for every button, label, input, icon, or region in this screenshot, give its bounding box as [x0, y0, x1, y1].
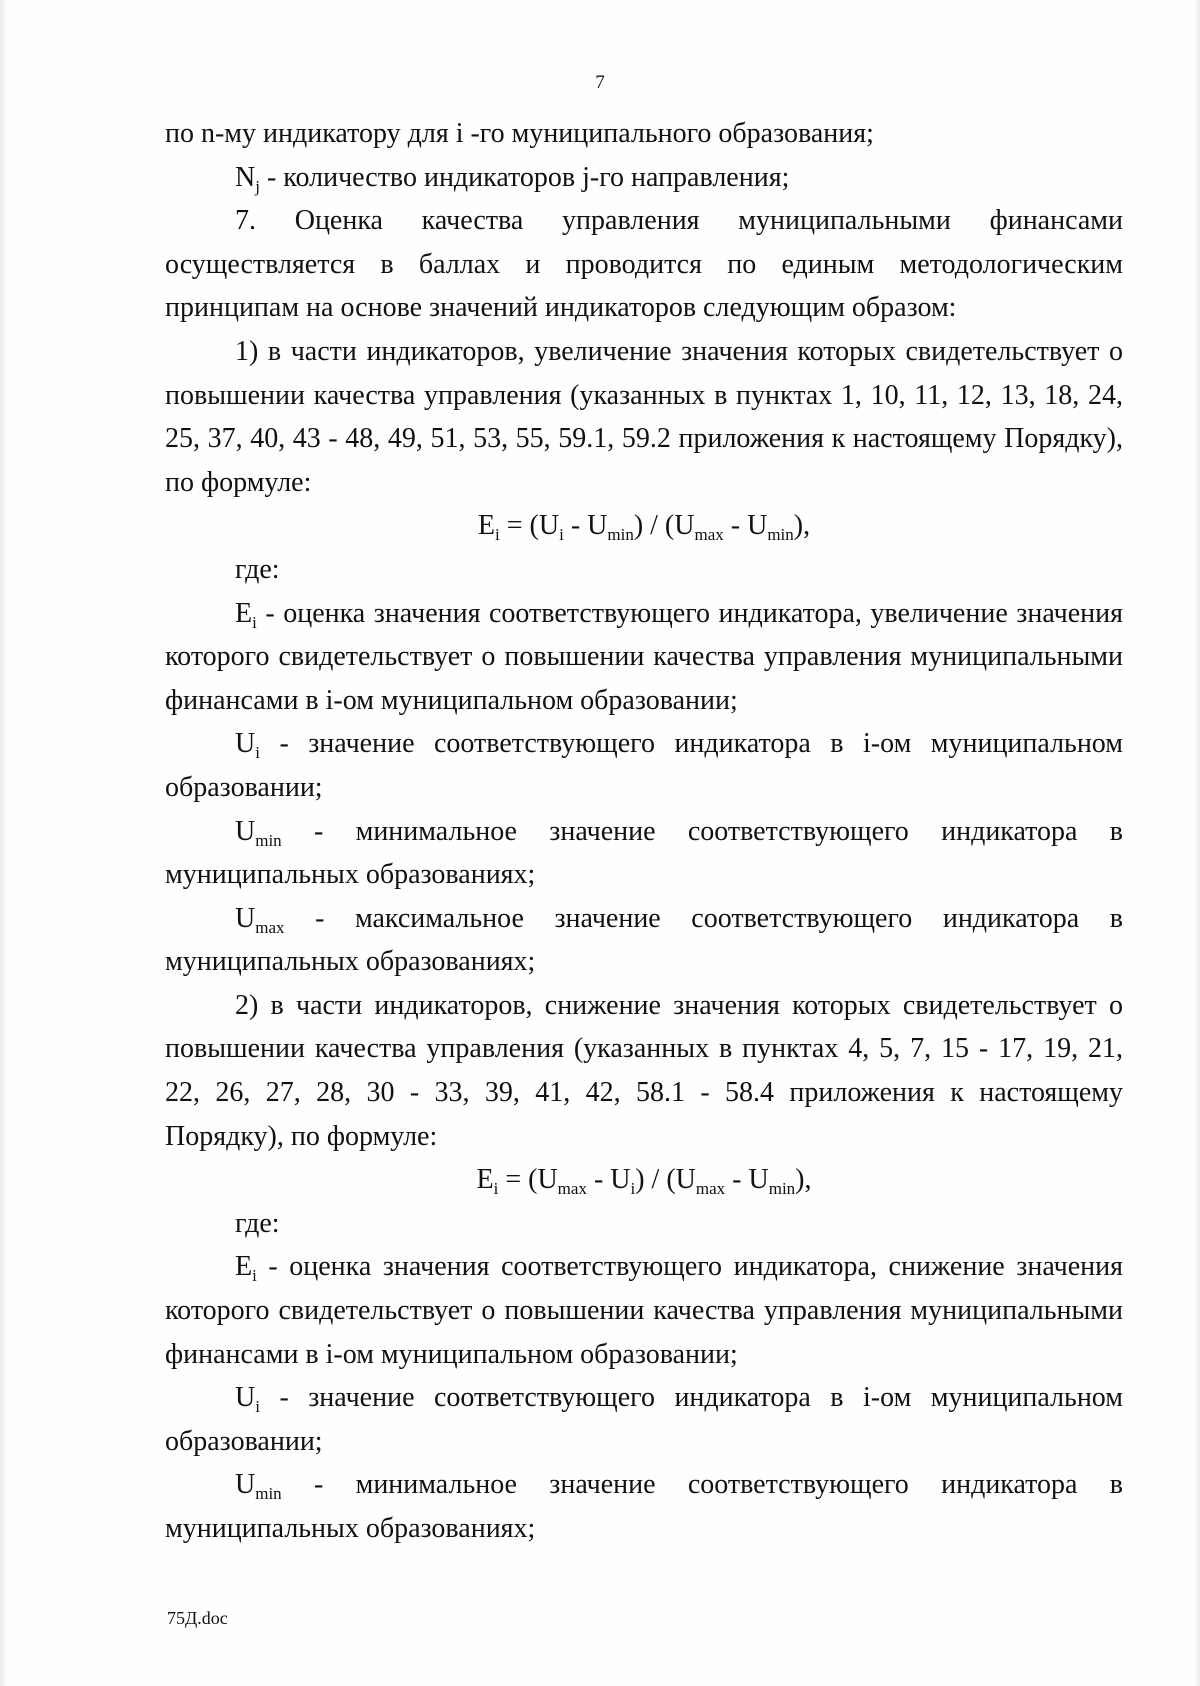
text-run: - значение соответствующего индикатора в i-ом муниципальном образовании;	[165, 1382, 1123, 1457]
text-run: - оценка значения соответствующего индикатора, снижение значения которого свидетельствует о повышении качества управления муниципальными финансами в i-ом муниципальном образовании;	[165, 1251, 1123, 1370]
paragraph-ui-definition-1	[165, 722, 1123, 809]
subscript: max	[255, 917, 285, 937]
text-run: U	[235, 1382, 256, 1414]
text-run: 1) в части индикаторов, увеличение значения которых свидетельствует о повышении качества управления (указанных в пунктах 1, 10, 11, 12, 13, 18, 24, 25, 37, 40, 43 - 48, 49, 51, 53, 55, 59.1, 59.2 приложения к настоящему Порядку), по формуле:	[165, 335, 1123, 498]
paragraph-umin-definition-2	[165, 1463, 1123, 1550]
subscript: i	[252, 612, 257, 632]
paragraph-subitem-1	[165, 330, 1123, 504]
subscript: j	[255, 176, 260, 196]
page-number: 7	[595, 72, 605, 93]
text-run: ) / (U	[633, 510, 695, 542]
text-run: ),	[795, 1164, 812, 1196]
text-run: N	[235, 161, 256, 193]
subscript: i	[559, 525, 564, 545]
subscript: i	[495, 525, 500, 545]
text-run: 7. Оценка качества управления муниципальными финансами осуществляется в баллах и проводится по единым методологическим принципам на основе значений индикаторов следующим образом:	[165, 205, 1123, 324]
subscript: min	[768, 1179, 796, 1199]
text-run: U	[235, 902, 256, 934]
text-run: где:	[235, 553, 280, 585]
text-run: - U	[563, 510, 608, 542]
text-run: - максимальное значение соответствующего индикатора в муниципальных образованиях;	[165, 902, 1123, 978]
subscript: min	[607, 525, 634, 545]
subscript: max	[557, 1179, 587, 1199]
paragraph-item-7	[165, 199, 1123, 330]
subscript: i	[630, 1179, 636, 1199]
subscript: min	[255, 830, 282, 850]
text-run: E	[235, 597, 253, 629]
scan-edge-right	[1194, 0, 1200, 1686]
formula-increase	[165, 504, 1123, 548]
subscript: i	[493, 1179, 499, 1199]
subscript: min	[255, 1484, 282, 1504]
subscript: max	[695, 1179, 726, 1199]
subscript: i	[255, 1397, 260, 1417]
paragraph-ui-definition-2	[165, 1376, 1123, 1463]
paragraph-continuation	[165, 112, 1123, 156]
text-run: U	[235, 728, 256, 760]
text-run: по n-му индикатору для i -го муниципального образования;	[165, 118, 874, 149]
scan-edge-left	[0, 0, 8, 1686]
text-run: = (U	[498, 1164, 558, 1196]
where-label-1	[165, 548, 1123, 592]
text-run: - U	[725, 1164, 769, 1196]
text-run: где:	[235, 1207, 280, 1239]
text-run: E	[235, 1251, 253, 1283]
paragraph-umax-definition	[165, 897, 1123, 984]
text-run: ) / (U	[635, 1164, 696, 1196]
text-run: U	[235, 815, 256, 847]
text-run: - минимальное значение соответствующего индикатора в муниципальных образованиях;	[165, 815, 1123, 891]
text-run: - оценка значения соответствующего индикатора, увеличение значения которого свидетельствует о повышении качества управления муниципальными финансами в i-ом муниципальном образовании;	[165, 597, 1123, 716]
paragraph-nj-definition	[165, 156, 1123, 200]
paragraph-umin-definition-1	[165, 810, 1123, 897]
where-label-2	[165, 1202, 1123, 1246]
paragraph-ei-increase-definition	[165, 592, 1123, 723]
text-run: U	[235, 1469, 256, 1501]
text-run: - количество индикаторов j-го направления;	[259, 161, 790, 193]
subscript: i	[252, 1266, 257, 1286]
text-run: E	[476, 1164, 494, 1196]
text-run: - значение соответствующего индикатора в i-ом муниципальном образовании;	[165, 728, 1123, 803]
text-run: ),	[793, 510, 811, 542]
text-run: E	[477, 510, 496, 542]
formula-decrease	[165, 1158, 1123, 1202]
paragraph-ei-decrease-definition	[165, 1245, 1123, 1376]
text-run: - минимальное значение соответствующего индикатора в муниципальных образованиях;	[165, 1469, 1123, 1544]
subscript: min	[767, 525, 794, 545]
subscript: max	[694, 525, 724, 545]
text-run: - U	[586, 1164, 631, 1196]
text-run: 2) в части индикаторов, снижение значения которых свидетельствует о повышении качества управления (указанных в пунктах 4, 5, 7, 15 - 17, 19, 21, 22, 26, 27, 28, 30 - 33, 39, 41, 42, 58.1 - 58.4 приложения к настоящему Порядку), по формуле:	[165, 989, 1123, 1152]
document-body	[165, 112, 1123, 1551]
footer-filename: 75Д.doc	[167, 1608, 228, 1628]
text-run: - U	[723, 510, 768, 542]
paragraph-subitem-2	[165, 984, 1123, 1158]
subscript: i	[255, 743, 260, 763]
text-run: = (U	[499, 510, 560, 542]
